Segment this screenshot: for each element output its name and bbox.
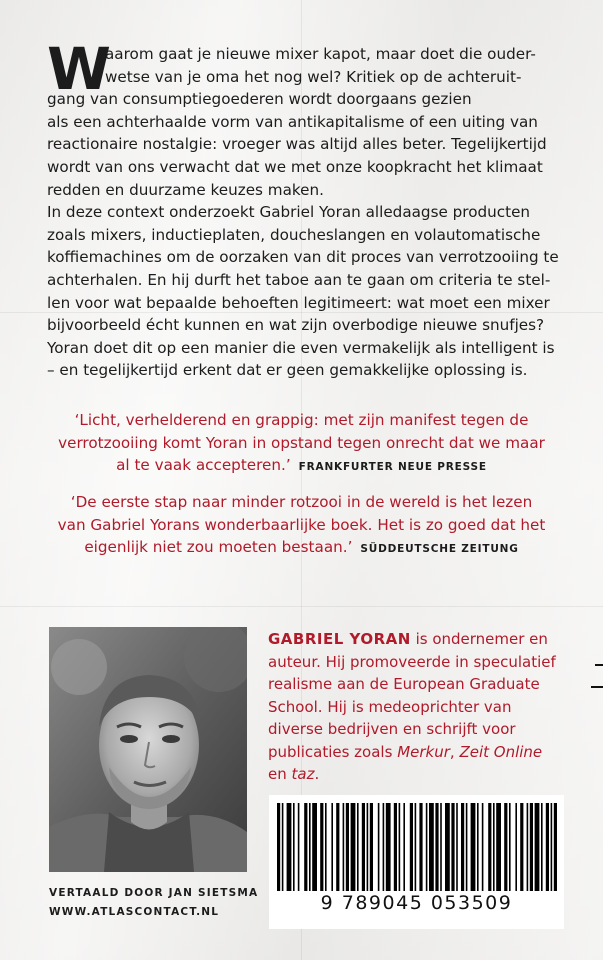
barcode-bar [386, 803, 391, 891]
blurb-line: redden en duurzame keuzes maken. [47, 180, 324, 199]
barcode-bar [496, 803, 501, 891]
barcode-bar [362, 803, 365, 891]
barcode-bar [336, 803, 339, 891]
blurb-line: koffiemachines om de oorzaken van dit proces van verrotzooiing te [47, 248, 559, 267]
barcode-bar [504, 803, 507, 891]
barcode-bar [426, 803, 428, 891]
barcode-bar [304, 803, 307, 891]
barcode-bar [456, 803, 458, 891]
barcode-bar [351, 803, 356, 891]
translator-credit: VERTAALD DOOR JAN SIETSMA [49, 887, 259, 899]
blurb-line: len voor wat bepaalde behoeften legitimeert: wat moet een mixer [47, 293, 550, 312]
barcode-bar [370, 803, 373, 891]
blurb-line: als een achterhaalde vorm van antikapitalisme of een uiting van [47, 112, 538, 131]
review-quote-1 [0, 409, 603, 479]
review-quote-2 [0, 491, 603, 561]
barcode-bar [520, 803, 523, 891]
blurb-line: In deze context onderzoekt Gabriel Yoran alledaagse producten [47, 203, 531, 222]
barcode-bar [293, 803, 295, 891]
barcode-bar [403, 803, 405, 891]
barcode-bar [530, 803, 533, 891]
barcode-bar [429, 803, 434, 891]
barcode-bar [343, 803, 345, 891]
barcode-bar [277, 803, 280, 891]
blurb-line: gang van consumptiegoederen wordt doorgaans gezien [47, 90, 472, 109]
barcode-bar [541, 803, 543, 891]
quote-source: SÜDDEUTSCHE ZEITUNG [360, 543, 519, 556]
barcode-bar [551, 803, 553, 891]
crop-mark [595, 664, 603, 666]
bio-line: en taz. [268, 765, 320, 783]
barcode-bar [488, 803, 491, 891]
barcode-bar [287, 803, 292, 891]
barcode-bar [419, 803, 422, 891]
barcode-bar [435, 803, 438, 891]
blurb-line: aarom gaat je nieuwe mixer kapot, maar doet die ouder- [105, 45, 536, 63]
author-portrait-image [49, 627, 247, 872]
isbn-barcode [269, 795, 564, 929]
barcode-bar [282, 803, 284, 891]
blurb-line: zoals mixers, inductieplaten, doucheslangen en volautomatische [47, 225, 541, 244]
isbn-number: 9 789045 053509 [320, 892, 513, 914]
barcode-bar [466, 803, 468, 891]
barcode-bar [482, 803, 484, 891]
barcode-bar [493, 803, 495, 891]
bio-line: auteur. Hij promoveerde in speculatief [268, 652, 556, 671]
blurb-line: achterhalen. En hij durft het taboe aan te gaan om criteria te stel- [47, 270, 551, 289]
barcode-bar [331, 803, 333, 891]
barcode-bar [378, 803, 380, 891]
barcode-bar [298, 803, 300, 891]
credits [49, 884, 258, 922]
blurb-line: reactionaire nostalgie: vroeger was altijd alles beter. Tegelijkertijd [47, 135, 547, 154]
author-photo [49, 627, 247, 872]
barcode-bar [445, 803, 450, 891]
publication-zeit-online: Zeit Online [459, 742, 543, 761]
author-bio: GABRIEL YORAN is ondernemer en auteur. Hij promoveerde in speculatief realisme aan de European Graduate School. Hij is medeoprichter van diverse bedrijven en schrijft voor publicaties zoals Merkur, Zeit Online en taz. [268, 628, 568, 786]
barcode-bar [546, 803, 549, 891]
barcode-bar [509, 803, 511, 891]
quote-line: al te vaak accepteren.’ FRANKFURTER NEUE PRESSE [116, 456, 487, 475]
blurb-line: wetse van je oma het nog wel? Kritiek op de achteruit- [105, 67, 522, 86]
blurb-line: – en tegelijkertijd erkent dat er geen gemakkelijke oplossing is. [47, 361, 528, 380]
barcode-bar [535, 803, 540, 891]
quote-line: verrotzooiing komt Yoran in opstand tegen onrecht dat we maar [58, 433, 545, 452]
quote-line: ‘Licht, verhelderend en grappig: met zijn manifest tegen de [74, 411, 529, 429]
barcode-bar [325, 803, 327, 891]
publisher-website: WWW.ATLASCONTACT.NL [49, 906, 220, 918]
barcode-bar [312, 803, 317, 891]
bio-line: School. Hij is medeoprichter van [268, 697, 512, 716]
barcode-bar [461, 803, 464, 891]
bio-line: realisme aan de European Graduate [268, 675, 540, 693]
author-name: GABRIEL YORAN [268, 630, 411, 648]
bio-line: diverse bedrijven en schrijft voor [268, 720, 516, 738]
barcode-bar [471, 803, 476, 891]
quote-source: FRANKFURTER NEUE PRESSE [298, 461, 487, 474]
barcode-bar [554, 803, 557, 891]
bio-line: publicaties zoals Merkur, Zeit Online [268, 742, 543, 761]
barcode-bar [394, 803, 397, 891]
barcode-bar [451, 803, 454, 891]
blurb-line: bijvoorbeeld écht kunnen en wat zijn overbodige nieuwe snufjes? [47, 316, 545, 335]
crop-mark [591, 686, 603, 688]
barcode-bar [367, 803, 369, 891]
drop-cap: W [47, 35, 111, 103]
barcode-bar [399, 803, 401, 891]
barcode-bar [440, 803, 442, 891]
barcode-bar [410, 803, 413, 891]
barcode-bar [527, 803, 529, 891]
quote-line: van Gabriel Yorans wonderbaarlijke boek. Het is zo goed dat het [57, 515, 546, 534]
barcode-bar [477, 803, 479, 891]
barcode-bar [357, 803, 359, 891]
blurb-line: wordt van ons verwacht dat we met onze koopkracht het klimaat [47, 157, 543, 176]
publication-taz: taz [291, 765, 315, 783]
blurb-text [47, 35, 559, 382]
quote-line: eigenlijk niet zou moeten bestaan.’ SÜDDEUTSCHE ZEITUNG [84, 538, 519, 557]
barcode-bar [346, 803, 349, 891]
publication-merkur: Merkur [397, 742, 450, 761]
blurb-line: Yoran doet dit op een manier die even vermakelijk als intelligent is [47, 338, 555, 357]
barcode-bar [415, 803, 417, 891]
barcode-bar [309, 803, 311, 891]
barcode-bar [320, 803, 323, 891]
barcode-bar [383, 803, 385, 891]
quote-line: ‘De eerste stap naar minder rotzooi in de wereld is het lezen [70, 493, 533, 511]
barcode-bar [515, 803, 517, 891]
